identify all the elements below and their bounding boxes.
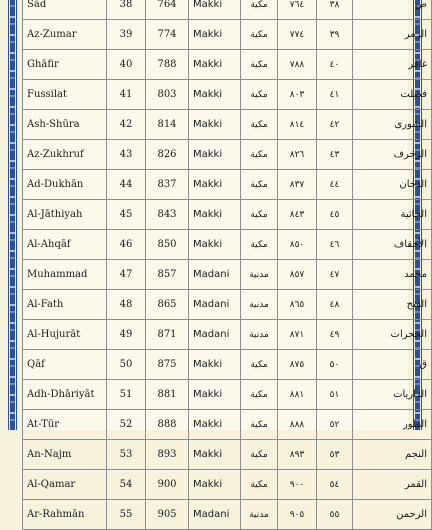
surah-name-en: Ash-Shūra [23, 110, 107, 140]
surah-number: 42 [107, 110, 146, 140]
revelation-type-en: Makki [189, 200, 241, 230]
table-row [23, 470, 432, 500]
revelation-type-ar: مكية [241, 410, 278, 440]
surah-number-ar: ٤٦ [317, 230, 353, 260]
surah-number: 50 [107, 350, 146, 380]
revelation-type-en: Makki [189, 50, 241, 80]
page-number: 871 [146, 320, 189, 350]
page-number: 774 [146, 20, 189, 50]
revelation-type-ar: مدنية [241, 500, 278, 530]
border-line [8, 0, 9, 430]
surah-number-ar: ٤٢ [317, 110, 353, 140]
page-number: 837 [146, 170, 189, 200]
page-number: 881 [146, 380, 189, 410]
page-number-ar: ٧٦٤ [278, 0, 317, 20]
surah-number-ar: ٥١ [317, 380, 353, 410]
surah-name-en: An-Najm [23, 440, 107, 470]
surah-number-ar: ٤٥ [317, 200, 353, 230]
page-number: 850 [146, 230, 189, 260]
table-row [23, 0, 432, 20]
surah-number: 48 [107, 290, 146, 320]
page-number-ar: ٨٨١ [278, 380, 317, 410]
surah-name-ar: الجاثية [353, 200, 432, 230]
table-row [23, 500, 432, 530]
page-number: 888 [146, 410, 189, 440]
revelation-type-en: Makki [189, 230, 241, 260]
revelation-type-en: Makki [189, 380, 241, 410]
table-row [23, 110, 432, 140]
surah-name-en: Ghāfir [23, 50, 107, 80]
surah-index-table [22, 0, 432, 530]
surah-number-ar: ٣٨ [317, 0, 353, 20]
revelation-type-en: Madani [189, 500, 241, 530]
revelation-type-en: Makki [189, 470, 241, 500]
table-row [23, 230, 432, 260]
surah-name-ar: الزمر [353, 20, 432, 50]
surah-name-en: At-Tūr [23, 410, 107, 440]
surah-name-ar: الطور [353, 410, 432, 440]
page-number-ar: ٨٢٦ [278, 140, 317, 170]
surah-number: 39 [107, 20, 146, 50]
table-row [23, 50, 432, 80]
revelation-type-en: Madani [189, 260, 241, 290]
surah-name-en: Al-Fath [23, 290, 107, 320]
surah-name-ar: الشورى [353, 110, 432, 140]
surah-name-ar: النجم [353, 440, 432, 470]
surah-index-table-wrap [22, 0, 427, 520]
surah-name-ar: الذاريات [353, 380, 432, 410]
surah-name-ar: فصلت [353, 80, 432, 110]
page-number: 893 [146, 440, 189, 470]
surah-number: 51 [107, 380, 146, 410]
revelation-type-ar: مكية [241, 80, 278, 110]
page-number-ar: ٩٠٠ [278, 470, 317, 500]
page-number-ar: ٨٤٣ [278, 200, 317, 230]
revelation-type-ar: مكية [241, 110, 278, 140]
table-row [23, 410, 432, 440]
revelation-type-ar: مكية [241, 230, 278, 260]
revelation-type-ar: مكية [241, 200, 278, 230]
page-number: 788 [146, 50, 189, 80]
surah-number: 52 [107, 410, 146, 440]
surah-number: 47 [107, 260, 146, 290]
page-number-ar: ٧٨٨ [278, 50, 317, 80]
surah-name-en: Al-Qamar [23, 470, 107, 500]
page-number: 803 [146, 80, 189, 110]
page-number: 843 [146, 200, 189, 230]
page-number: 764 [146, 0, 189, 20]
table-row [23, 290, 432, 320]
surah-name-ar: ص [353, 0, 432, 20]
surah-name-ar: محمد [353, 260, 432, 290]
surah-name-en: Adh-Dhāriyāt [23, 380, 107, 410]
surah-name-ar: الفتح [353, 290, 432, 320]
revelation-type-en: Makki [189, 350, 241, 380]
surah-name-ar: ق [353, 350, 432, 380]
surah-number-ar: ٤٤ [317, 170, 353, 200]
surah-number: 49 [107, 320, 146, 350]
page-number: 905 [146, 500, 189, 530]
surah-number: 41 [107, 80, 146, 110]
surah-number: 38 [107, 0, 146, 20]
table-row [23, 260, 432, 290]
surah-number: 45 [107, 200, 146, 230]
page-number: 900 [146, 470, 189, 500]
surah-name-en: Ad-Dukhān [23, 170, 107, 200]
revelation-type-ar: مكية [241, 170, 278, 200]
revelation-type-en: Makki [189, 80, 241, 110]
surah-number: 40 [107, 50, 146, 80]
table-row [23, 140, 432, 170]
surah-name-en: Al-Hujurāt [23, 320, 107, 350]
page-number-ar: ٨٧٥ [278, 350, 317, 380]
revelation-type-en: Makki [189, 20, 241, 50]
table-row [23, 200, 432, 230]
revelation-type-ar: مدنية [241, 290, 278, 320]
surah-number: 46 [107, 230, 146, 260]
surah-number-ar: ٤٧ [317, 260, 353, 290]
revelation-type-ar: مكية [241, 470, 278, 500]
table-row [23, 80, 432, 110]
revelation-type-ar: مكية [241, 0, 278, 20]
table-row [23, 170, 432, 200]
revelation-type-ar: مكية [241, 350, 278, 380]
surah-number-ar: ٥٥ [317, 500, 353, 530]
surah-number-ar: ٣٩ [317, 20, 353, 50]
border-line [16, 0, 17, 430]
revelation-type-en: Makki [189, 410, 241, 440]
page-number-ar: ٨٨٨ [278, 410, 317, 440]
page-number-ar: ٨٣٧ [278, 170, 317, 200]
surah-number-ar: ٤٨ [317, 290, 353, 320]
table-row [23, 380, 432, 410]
revelation-type-en: Makki [189, 440, 241, 470]
table-body [23, 0, 432, 530]
revelation-type-en: Madani [189, 320, 241, 350]
page-number-ar: ٨٩٣ [278, 440, 317, 470]
surah-name-en: Sād [23, 0, 107, 20]
surah-number: 54 [107, 470, 146, 500]
revelation-type-ar: مكية [241, 380, 278, 410]
page-number-ar: ٧٧٤ [278, 20, 317, 50]
surah-name-ar: القمر [353, 470, 432, 500]
page-number: 814 [146, 110, 189, 140]
surah-number-ar: ٤٠ [317, 50, 353, 80]
surah-number-ar: ٥٤ [317, 470, 353, 500]
revelation-type-ar: مكية [241, 140, 278, 170]
surah-name-en: Muhammad [23, 260, 107, 290]
revelation-type-en: Makki [189, 140, 241, 170]
revelation-type-ar: مكية [241, 20, 278, 50]
page-number-ar: ٨٦٥ [278, 290, 317, 320]
surah-name-ar: الأحقاف [353, 230, 432, 260]
table-row [23, 350, 432, 380]
page-number: 875 [146, 350, 189, 380]
page-number-ar: ٨١٤ [278, 110, 317, 140]
surah-number: 53 [107, 440, 146, 470]
table-row [23, 320, 432, 350]
revelation-type-ar: مكية [241, 50, 278, 80]
page-number-ar: ٩٠٥ [278, 500, 317, 530]
surah-name-ar: الدخان [353, 170, 432, 200]
table-row [23, 20, 432, 50]
revelation-type-en: Makki [189, 0, 241, 20]
revelation-type-ar: مكية [241, 440, 278, 470]
page-number-ar: ٨٥٠ [278, 230, 317, 260]
page-number-ar: ٨٥٧ [278, 260, 317, 290]
surah-number-ar: ٥٣ [317, 440, 353, 470]
page-number-ar: ٨٧١ [278, 320, 317, 350]
surah-name-ar: الحجرات [353, 320, 432, 350]
revelation-type-en: Makki [189, 170, 241, 200]
surah-name-en: Az-Zukhruf [23, 140, 107, 170]
revelation-type-ar: مدنية [241, 260, 278, 290]
page-number-ar: ٨٠٣ [278, 80, 317, 110]
surah-name-en: Al-Ahqāf [23, 230, 107, 260]
page-number: 826 [146, 140, 189, 170]
surah-number-ar: ٥٠ [317, 350, 353, 380]
revelation-type-en: Madani [189, 290, 241, 320]
surah-number: 43 [107, 140, 146, 170]
surah-name-en: Az-Zumar [23, 20, 107, 50]
surah-name-ar: الرحمن [353, 500, 432, 530]
surah-number: 44 [107, 170, 146, 200]
surah-number-ar: ٤٣ [317, 140, 353, 170]
surah-name-en: Fussilat [23, 80, 107, 110]
surah-name-en: Al-Jāthiyah [23, 200, 107, 230]
table-row [23, 440, 432, 470]
revelation-type-en: Makki [189, 110, 241, 140]
page-number: 857 [146, 260, 189, 290]
surah-name-en: Qāf [23, 350, 107, 380]
surah-number-ar: ٤١ [317, 80, 353, 110]
revelation-type-ar: مدنية [241, 320, 278, 350]
surah-number-ar: ٤٩ [317, 320, 353, 350]
surah-number: 55 [107, 500, 146, 530]
surah-name-ar: غافر [353, 50, 432, 80]
surah-name-ar: الزخرف [353, 140, 432, 170]
surah-number-ar: ٥٢ [317, 410, 353, 440]
page-number: 865 [146, 290, 189, 320]
surah-name-en: Ar-Rahmān [23, 500, 107, 530]
decorative-border-left [10, 0, 15, 430]
